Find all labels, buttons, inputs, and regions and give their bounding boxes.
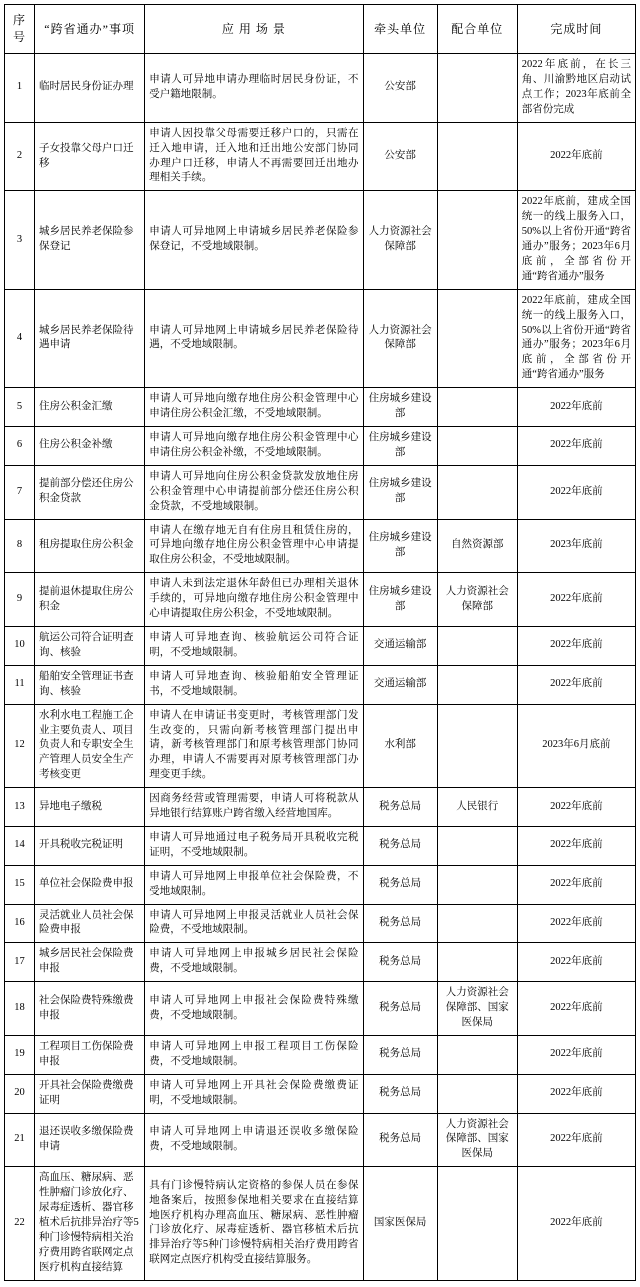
cell-lead: 人力资源社会保障部 (363, 191, 437, 289)
column-header-no: 序号 (5, 5, 35, 54)
cell-item: 提前退休提取住房公积金 (35, 573, 145, 627)
cell-time: 2022年底前，在长三角、川渝黔地区启动试点工作；2023年底前全部省份完成 (517, 54, 635, 123)
cell-time: 2022年底前 (517, 982, 635, 1036)
cell-lead: 税务总局 (363, 826, 437, 865)
cell-coop (437, 1035, 517, 1074)
cell-no: 1 (5, 54, 35, 123)
cell-no: 20 (5, 1074, 35, 1113)
cell-coop (437, 289, 517, 387)
cell-scene: 申请人在申请证书变更时，考核管理部门发生改变的，只需向新考核管理部门提出申请，新考核管理部门和原考核管理部门协同办理，申请人不需要再对原考核管理部门办理变更手续。 (145, 704, 363, 788)
cell-no: 8 (5, 519, 35, 573)
cell-item: 城乡居民养老保险待遇申请 (35, 289, 145, 387)
cell-lead: 公安部 (363, 122, 437, 191)
cell-no: 11 (5, 665, 35, 704)
table-row (5, 427, 636, 466)
cell-coop (437, 191, 517, 289)
cell-scene: 申请人可异地网上申报灵活就业人员社会保险费，不受地域限制。 (145, 904, 363, 943)
cell-coop (437, 54, 517, 123)
cell-no: 22 (5, 1167, 35, 1280)
cell-time: 2022年底前 (517, 865, 635, 904)
cell-coop (437, 465, 517, 519)
cell-item: 提前部分偿还住房公积金贷款 (35, 465, 145, 519)
cell-item: 异地电子缴税 (35, 788, 145, 827)
cell-item: 工程项目工伤保险费申报 (35, 1035, 145, 1074)
cell-item: 子女投靠父母户口迁移 (35, 122, 145, 191)
cell-no: 3 (5, 191, 35, 289)
cell-lead: 水利部 (363, 704, 437, 788)
cell-lead: 税务总局 (363, 904, 437, 943)
cell-time: 2023年6月底前 (517, 704, 635, 788)
table-row (5, 465, 636, 519)
cell-time: 2022年底前 (517, 788, 635, 827)
cell-time: 2022年底前 (517, 573, 635, 627)
cell-scene: 申请人可异地申请办理临时居民身份证，不受户籍地限制。 (145, 54, 363, 123)
cell-scene: 申请人可异地网上申请退还误收多缴保险费，不受地域限制。 (145, 1113, 363, 1167)
table-row (5, 865, 636, 904)
cell-no: 12 (5, 704, 35, 788)
column-header-lead: 牵头单位 (363, 5, 437, 54)
cell-time: 2022年底前 (517, 1074, 635, 1113)
cell-lead: 税务总局 (363, 788, 437, 827)
cell-coop (437, 865, 517, 904)
cell-scene: 申请人可异地查询、核验航运公司符合证明，不受地域限制。 (145, 626, 363, 665)
cell-scene: 申请人在缴存地无自有住房且租赁住房的，可异地向缴存地住房公积金管理中心申请提取住房公积金，不受地域限制。 (145, 519, 363, 573)
table-row (5, 388, 636, 427)
cell-item: 水利水电工程施工企业主要负责人、项目负责人和专职安全生产管理人员安全生产考核变更 (35, 704, 145, 788)
cell-item: 退还误收多缴保险费申请 (35, 1113, 145, 1167)
cell-time: 2022年底前 (517, 465, 635, 519)
cell-lead: 住房城乡建设部 (363, 573, 437, 627)
cell-lead: 税务总局 (363, 1113, 437, 1167)
cell-time: 2022年底前 (517, 904, 635, 943)
cell-lead: 税务总局 (363, 865, 437, 904)
cell-coop: 人力资源社会保障部、国家医保局 (437, 1113, 517, 1167)
column-header-scene: 应 用 场 景 (145, 5, 363, 54)
table-row (5, 943, 636, 982)
table-row (5, 704, 636, 788)
table-row (5, 1074, 636, 1113)
table-row (5, 191, 636, 289)
cell-coop (437, 122, 517, 191)
table-header (5, 5, 636, 54)
cell-item: 社会保险费特殊缴费申报 (35, 982, 145, 1036)
cell-item: 临时居民身份证办理 (35, 54, 145, 123)
cell-coop: 人民银行 (437, 788, 517, 827)
column-header-coop: 配合单位 (437, 5, 517, 54)
cell-lead: 税务总局 (363, 1074, 437, 1113)
cell-lead: 人力资源社会保障部 (363, 289, 437, 387)
cell-no: 14 (5, 826, 35, 865)
table-row (5, 904, 636, 943)
cell-lead: 国家医保局 (363, 1167, 437, 1280)
cell-coop (437, 904, 517, 943)
cell-scene: 申请人可异地网上申请城乡居民养老保险待遇，不受地域限制。 (145, 289, 363, 387)
cell-scene: 申请人可异地网上开具社会保险费缴费证明，不受地域限制。 (145, 1074, 363, 1113)
table-header-row (5, 5, 636, 54)
cell-time: 2022年底前 (517, 122, 635, 191)
cell-item: 航运公司符合证明查询、核验 (35, 626, 145, 665)
cell-item: 城乡居民社会保险费申报 (35, 943, 145, 982)
cell-time: 2022年底前 (517, 1167, 635, 1280)
cell-time: 2022年底前 (517, 626, 635, 665)
table-row (5, 1035, 636, 1074)
cell-item: 开具社会保险费缴费证明 (35, 1074, 145, 1113)
cell-item: 住房公积金补缴 (35, 427, 145, 466)
cell-no: 16 (5, 904, 35, 943)
cell-scene: 申请人可异地向住房公积金贷款发放地住房公积金管理中心申请提前部分偿还住房公积金贷款，不受地域限制。 (145, 465, 363, 519)
cell-time: 2023年底前 (517, 519, 635, 573)
column-header-item: “跨省通办”事项 (35, 5, 145, 54)
cell-no: 5 (5, 388, 35, 427)
cell-scene: 申请人可异地向缴存地住房公积金管理中心申请住房公积金汇缴，不受地域限制。 (145, 388, 363, 427)
cell-no: 19 (5, 1035, 35, 1074)
cell-no: 4 (5, 289, 35, 387)
cell-no: 21 (5, 1113, 35, 1167)
cell-no: 18 (5, 982, 35, 1036)
cell-lead: 交通运输部 (363, 626, 437, 665)
cell-coop (437, 427, 517, 466)
table-row (5, 826, 636, 865)
cell-coop (437, 626, 517, 665)
cell-lead: 住房城乡建设部 (363, 388, 437, 427)
table-row (5, 519, 636, 573)
cell-time: 2022年底前 (517, 427, 635, 466)
cell-lead: 交通运输部 (363, 665, 437, 704)
table-body (5, 54, 636, 1281)
cell-scene: 申请人因投靠父母需要迁移户口的，只需在迁入地申请，迁入地和迁出地公安部门协同办理户口迁移，申请人不再需要回迁出地办理相关手续。 (145, 122, 363, 191)
cell-no: 2 (5, 122, 35, 191)
cell-no: 13 (5, 788, 35, 827)
table-row (5, 289, 636, 387)
cell-item: 城乡居民养老保险参保登记 (35, 191, 145, 289)
cell-no: 10 (5, 626, 35, 665)
cell-coop (437, 1074, 517, 1113)
cell-scene: 申请人可异地查询、核验船舶安全管理证书，不受地域限制。 (145, 665, 363, 704)
cell-scene: 申请人可异地网上申报工程项目工伤保险费，不受地域限制。 (145, 1035, 363, 1074)
cell-scene: 申请人未到法定退休年龄但已办理相关退休手续的，可异地向缴存地住房公积金管理中心申请提取住房公积金，不受地域限制。 (145, 573, 363, 627)
cell-lead: 住房城乡建设部 (363, 427, 437, 466)
cell-scene: 申请人可异地网上申请城乡居民养老保险参保登记，不受地域限制。 (145, 191, 363, 289)
column-header-time: 完成时间 (517, 5, 635, 54)
cell-scene: 具有门诊慢特病认定资格的参保人员在参保地备案后，按照参保地相关要求在直接结算地医疗机构办理高血压、糖尿病、恶性肿瘤门诊放化疗、尿毒症透析、器官移植术后抗排异治疗等5种门诊慢特病相关治疗费用跨省联网定点医疗机构受直接结算服务。 (145, 1167, 363, 1280)
cell-coop: 人力资源社会保障部 (437, 573, 517, 627)
table-row (5, 1167, 636, 1280)
cell-item: 住房公积金汇缴 (35, 388, 145, 427)
cell-time: 2022年底前 (517, 1113, 635, 1167)
cell-lead: 住房城乡建设部 (363, 519, 437, 573)
cell-scene: 申请人可异地网上申报社会保险费特殊缴费，不受地域限制。 (145, 982, 363, 1036)
cell-coop (437, 704, 517, 788)
cell-time: 2022年底前 (517, 943, 635, 982)
cell-no: 15 (5, 865, 35, 904)
cell-no: 17 (5, 943, 35, 982)
cell-item: 单位社会保险费申报 (35, 865, 145, 904)
cell-lead: 税务总局 (363, 1035, 437, 1074)
cell-item: 开具税收完税证明 (35, 826, 145, 865)
cell-no: 6 (5, 427, 35, 466)
cell-scene: 申请人可异地网上申报城乡居民社会保险费，不受地域限制。 (145, 943, 363, 982)
table-row (5, 982, 636, 1036)
cell-coop (437, 1167, 517, 1280)
cell-no: 9 (5, 573, 35, 627)
cell-item: 船舶安全管理证书查询、核验 (35, 665, 145, 704)
table-row (5, 573, 636, 627)
cell-time: 2022年底前 (517, 1035, 635, 1074)
cell-coop: 人力资源社会保障部、国家医保局 (437, 982, 517, 1036)
table-row (5, 665, 636, 704)
cell-scene: 申请人可异地通过电子税务局开具税收完税证明，不受地域限制。 (145, 826, 363, 865)
cell-coop (437, 826, 517, 865)
cell-scene: 申请人可异地网上申报单位社会保险费，不受地域限制。 (145, 865, 363, 904)
table-row (5, 626, 636, 665)
cell-item: 高血压、糖尿病、恶性肿瘤门诊放化疗、尿毒症透析、器官移植术后抗排异治疗等5种门诊慢特病相关治疗费用跨省联网定点医疗机构直接结算 (35, 1167, 145, 1280)
cell-time: 2022年底前，建成全国统一的线上服务入口，50%以上省份开通“跨省通办”服务；2023年6月底前，全部省份开通“跨省通办”服务 (517, 289, 635, 387)
cell-coop (437, 943, 517, 982)
cell-lead: 税务总局 (363, 943, 437, 982)
cell-time: 2022年底前 (517, 388, 635, 427)
cell-coop (437, 388, 517, 427)
table-row (5, 1113, 636, 1167)
table-row (5, 122, 636, 191)
cross-province-services-table (4, 4, 636, 1281)
cell-lead: 税务总局 (363, 982, 437, 1036)
cell-scene: 申请人可异地向缴存地住房公积金管理中心申请住房公积金补缴，不受地域限制。 (145, 427, 363, 466)
cell-time: 2022年底前 (517, 665, 635, 704)
cell-time: 2022年底前 (517, 826, 635, 865)
cell-scene: 因商务经营或管理需要，申请人可将税款从异地银行结算账户跨省缴入经营地国库。 (145, 788, 363, 827)
cell-item: 灵活就业人员社会保险费申报 (35, 904, 145, 943)
cell-coop (437, 665, 517, 704)
cell-time: 2022年底前，建成全国统一的线上服务入口，50%以上省份开通“跨省通办”服务；2023年6月底前，全部省份开通“跨省通办”服务 (517, 191, 635, 289)
table-row (5, 54, 636, 123)
cell-item: 租房提取住房公积金 (35, 519, 145, 573)
cell-lead: 住房城乡建设部 (363, 465, 437, 519)
cell-no: 7 (5, 465, 35, 519)
cell-lead: 公安部 (363, 54, 437, 123)
table-row (5, 788, 636, 827)
cell-coop: 自然资源部 (437, 519, 517, 573)
